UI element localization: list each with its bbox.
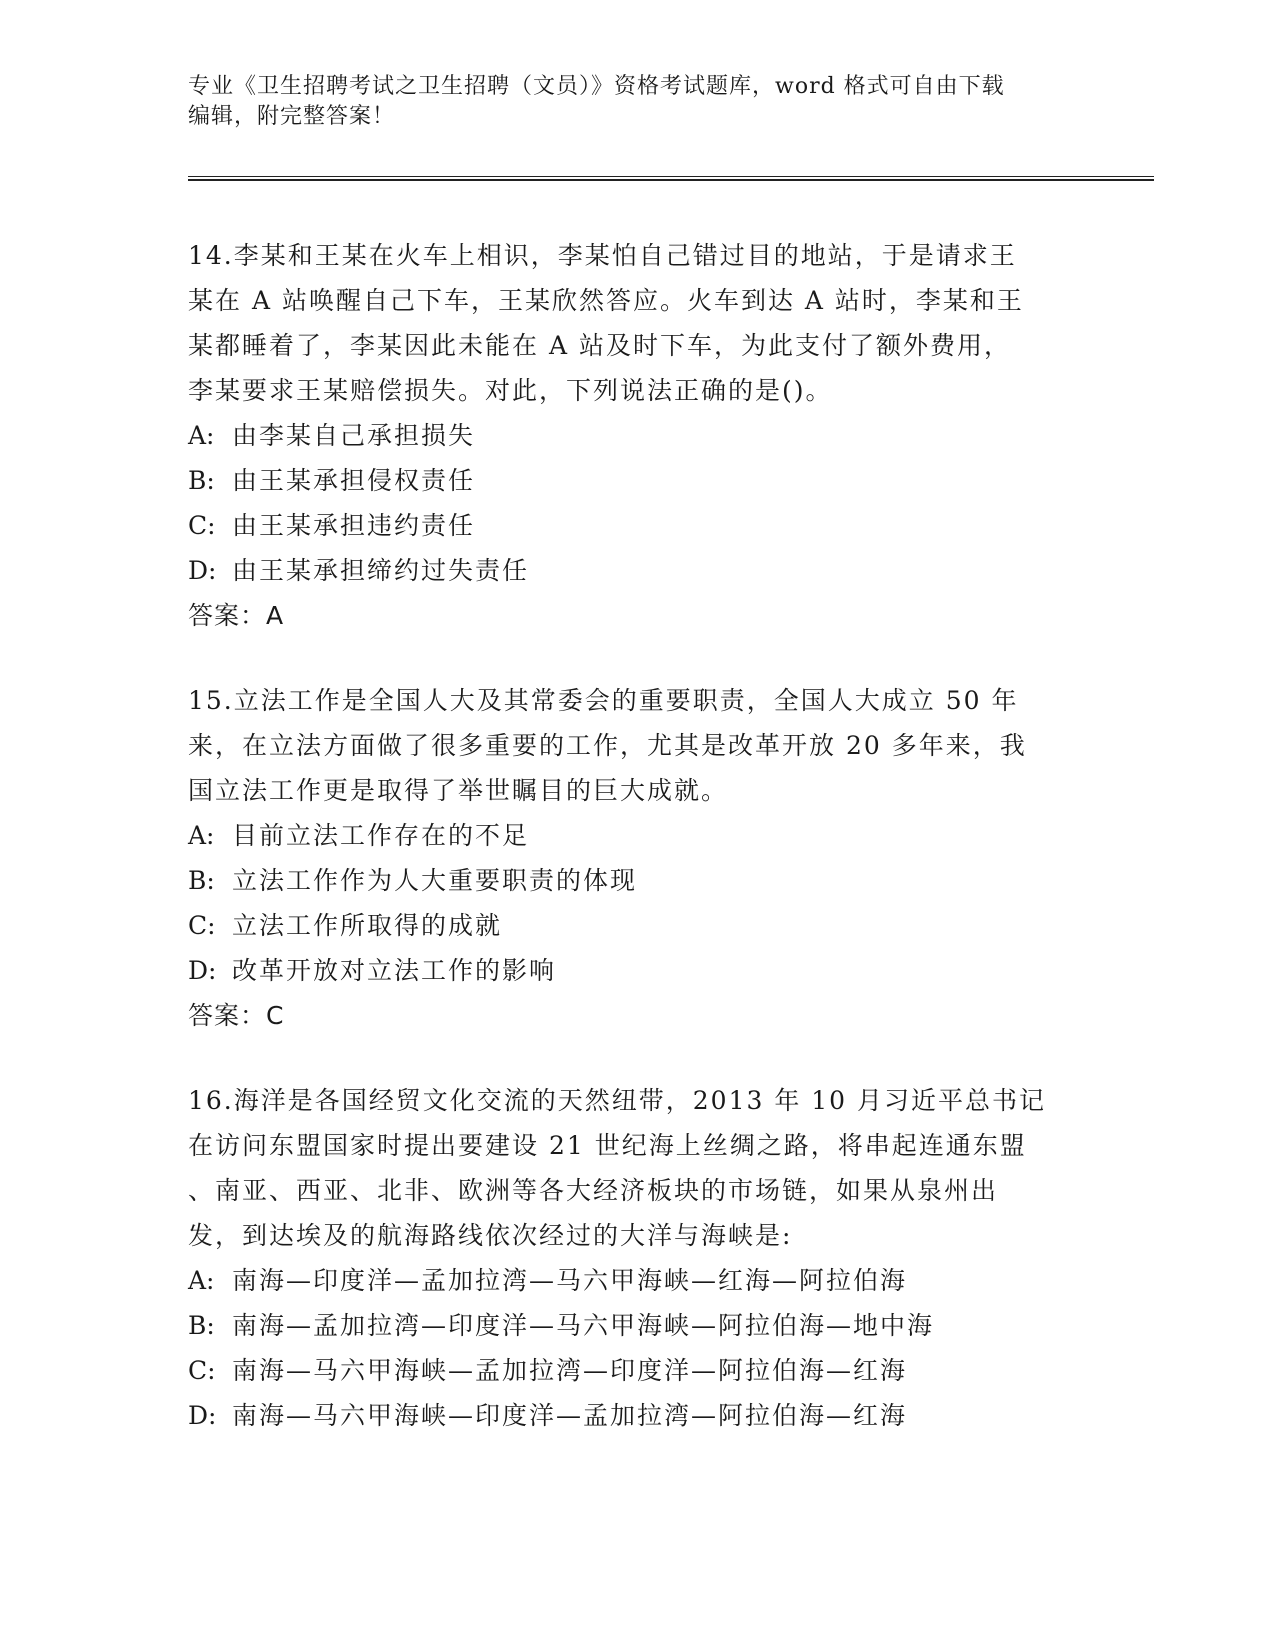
option-c [188,503,1088,548]
option-text: 由王某承担缔约过失责任 [232,556,530,585]
option-letter: A: [188,1266,215,1295]
option-letter: A: [188,821,215,850]
option-c [188,903,1088,948]
option-b [188,458,1088,503]
option-text: 由王某承担侵权责任 [232,466,476,495]
question-stem-line: 14.李某和王某在火车上相识，李某怕自己错过目的地站，于是请求王 [188,241,1017,270]
option-text: 南海—孟加拉湾—印度洋—马六甲海峡—阿拉伯海—地中海 [232,1311,935,1340]
question-16 [188,1078,1088,1438]
answer-label: 答案：A [188,601,285,630]
question-stem-line: 16.海洋是各国经贸文化交流的天然纽带，2013 年 10 月习近平总书记 [188,1086,1047,1115]
header-divider [188,176,1154,181]
option-c [188,1348,1088,1393]
option-d [188,948,1088,993]
option-text: 南海—马六甲海峡—孟加拉湾—印度洋—阿拉伯海—红海 [232,1356,908,1385]
option-a [188,1258,1088,1303]
option-a [188,413,1088,458]
question-14 [188,233,1088,638]
question-stem-line: 来，在立法方面做了很多重要的工作，尤其是改革开放 20 多年来，我 [188,731,1027,760]
option-letter: C: [188,1356,216,1385]
option-d [188,548,1088,593]
option-letter: C: [188,511,216,540]
option-letter: D: [188,956,217,985]
question-stem-line: 15.立法工作是全国人大及其常委会的重要职责，全国人大成立 50 年 [188,686,1019,715]
option-letter: D: [188,556,217,585]
option-text: 南海—马六甲海峡—印度洋—孟加拉湾—阿拉伯海—红海 [232,1401,908,1430]
option-text: 由王某承担违约责任 [232,511,476,540]
question-stem-line: 、南亚、西亚、北非、欧洲等各大经济板块的市场链，如果从泉州出 [188,1176,999,1205]
question-list [188,233,1088,1478]
document-header [188,72,1068,132]
option-letter: B: [188,1311,215,1340]
option-letter: B: [188,866,215,895]
answer-label: 答案：C [188,1001,285,1030]
question-stem-line: 李某要求王某赔偿损失。对此，下列说法正确的是()。 [188,376,833,405]
question-stem-line: 在访问东盟国家时提出要建设 21 世纪海上丝绸之路，将串起连通东盟 [188,1131,1027,1160]
header-line-1: 专业《卫生招聘考试之卫生招聘（文员）》资格考试题库，word 格式可自由下载 [188,74,1005,99]
option-text: 目前立法工作存在的不足 [232,821,530,850]
option-b [188,858,1088,903]
option-letter: A: [188,421,215,450]
option-b [188,1303,1088,1348]
option-text: 南海—印度洋—孟加拉湾—马六甲海峡—红海—阿拉伯海 [232,1266,908,1295]
option-letter: C: [188,911,216,940]
question-15 [188,678,1088,1038]
option-text: 立法工作作为人大重要职责的体现 [232,866,638,895]
question-stem-line: 某都睡着了，李某因此未能在 A 站及时下车，为此支付了额外费用， [188,331,1011,360]
question-stem-line: 发，到达埃及的航海路线依次经过的大洋与海峡是: [188,1221,793,1250]
option-text: 立法工作所取得的成就 [232,911,503,940]
question-stem-line: 国立法工作更是取得了举世瞩目的巨大成就。 [188,776,729,805]
option-text: 由李某自己承担损失 [232,421,476,450]
option-letter: D: [188,1401,217,1430]
option-a [188,813,1088,858]
header-line-2: 编辑，附完整答案！ [188,104,396,129]
option-letter: B: [188,466,215,495]
question-stem-line: 某在 A 站唤醒自己下车，王某欣然答应。火车到达 A 站时，李某和王 [188,286,1024,315]
option-text: 改革开放对立法工作的影响 [232,956,557,985]
option-d [188,1393,1088,1438]
